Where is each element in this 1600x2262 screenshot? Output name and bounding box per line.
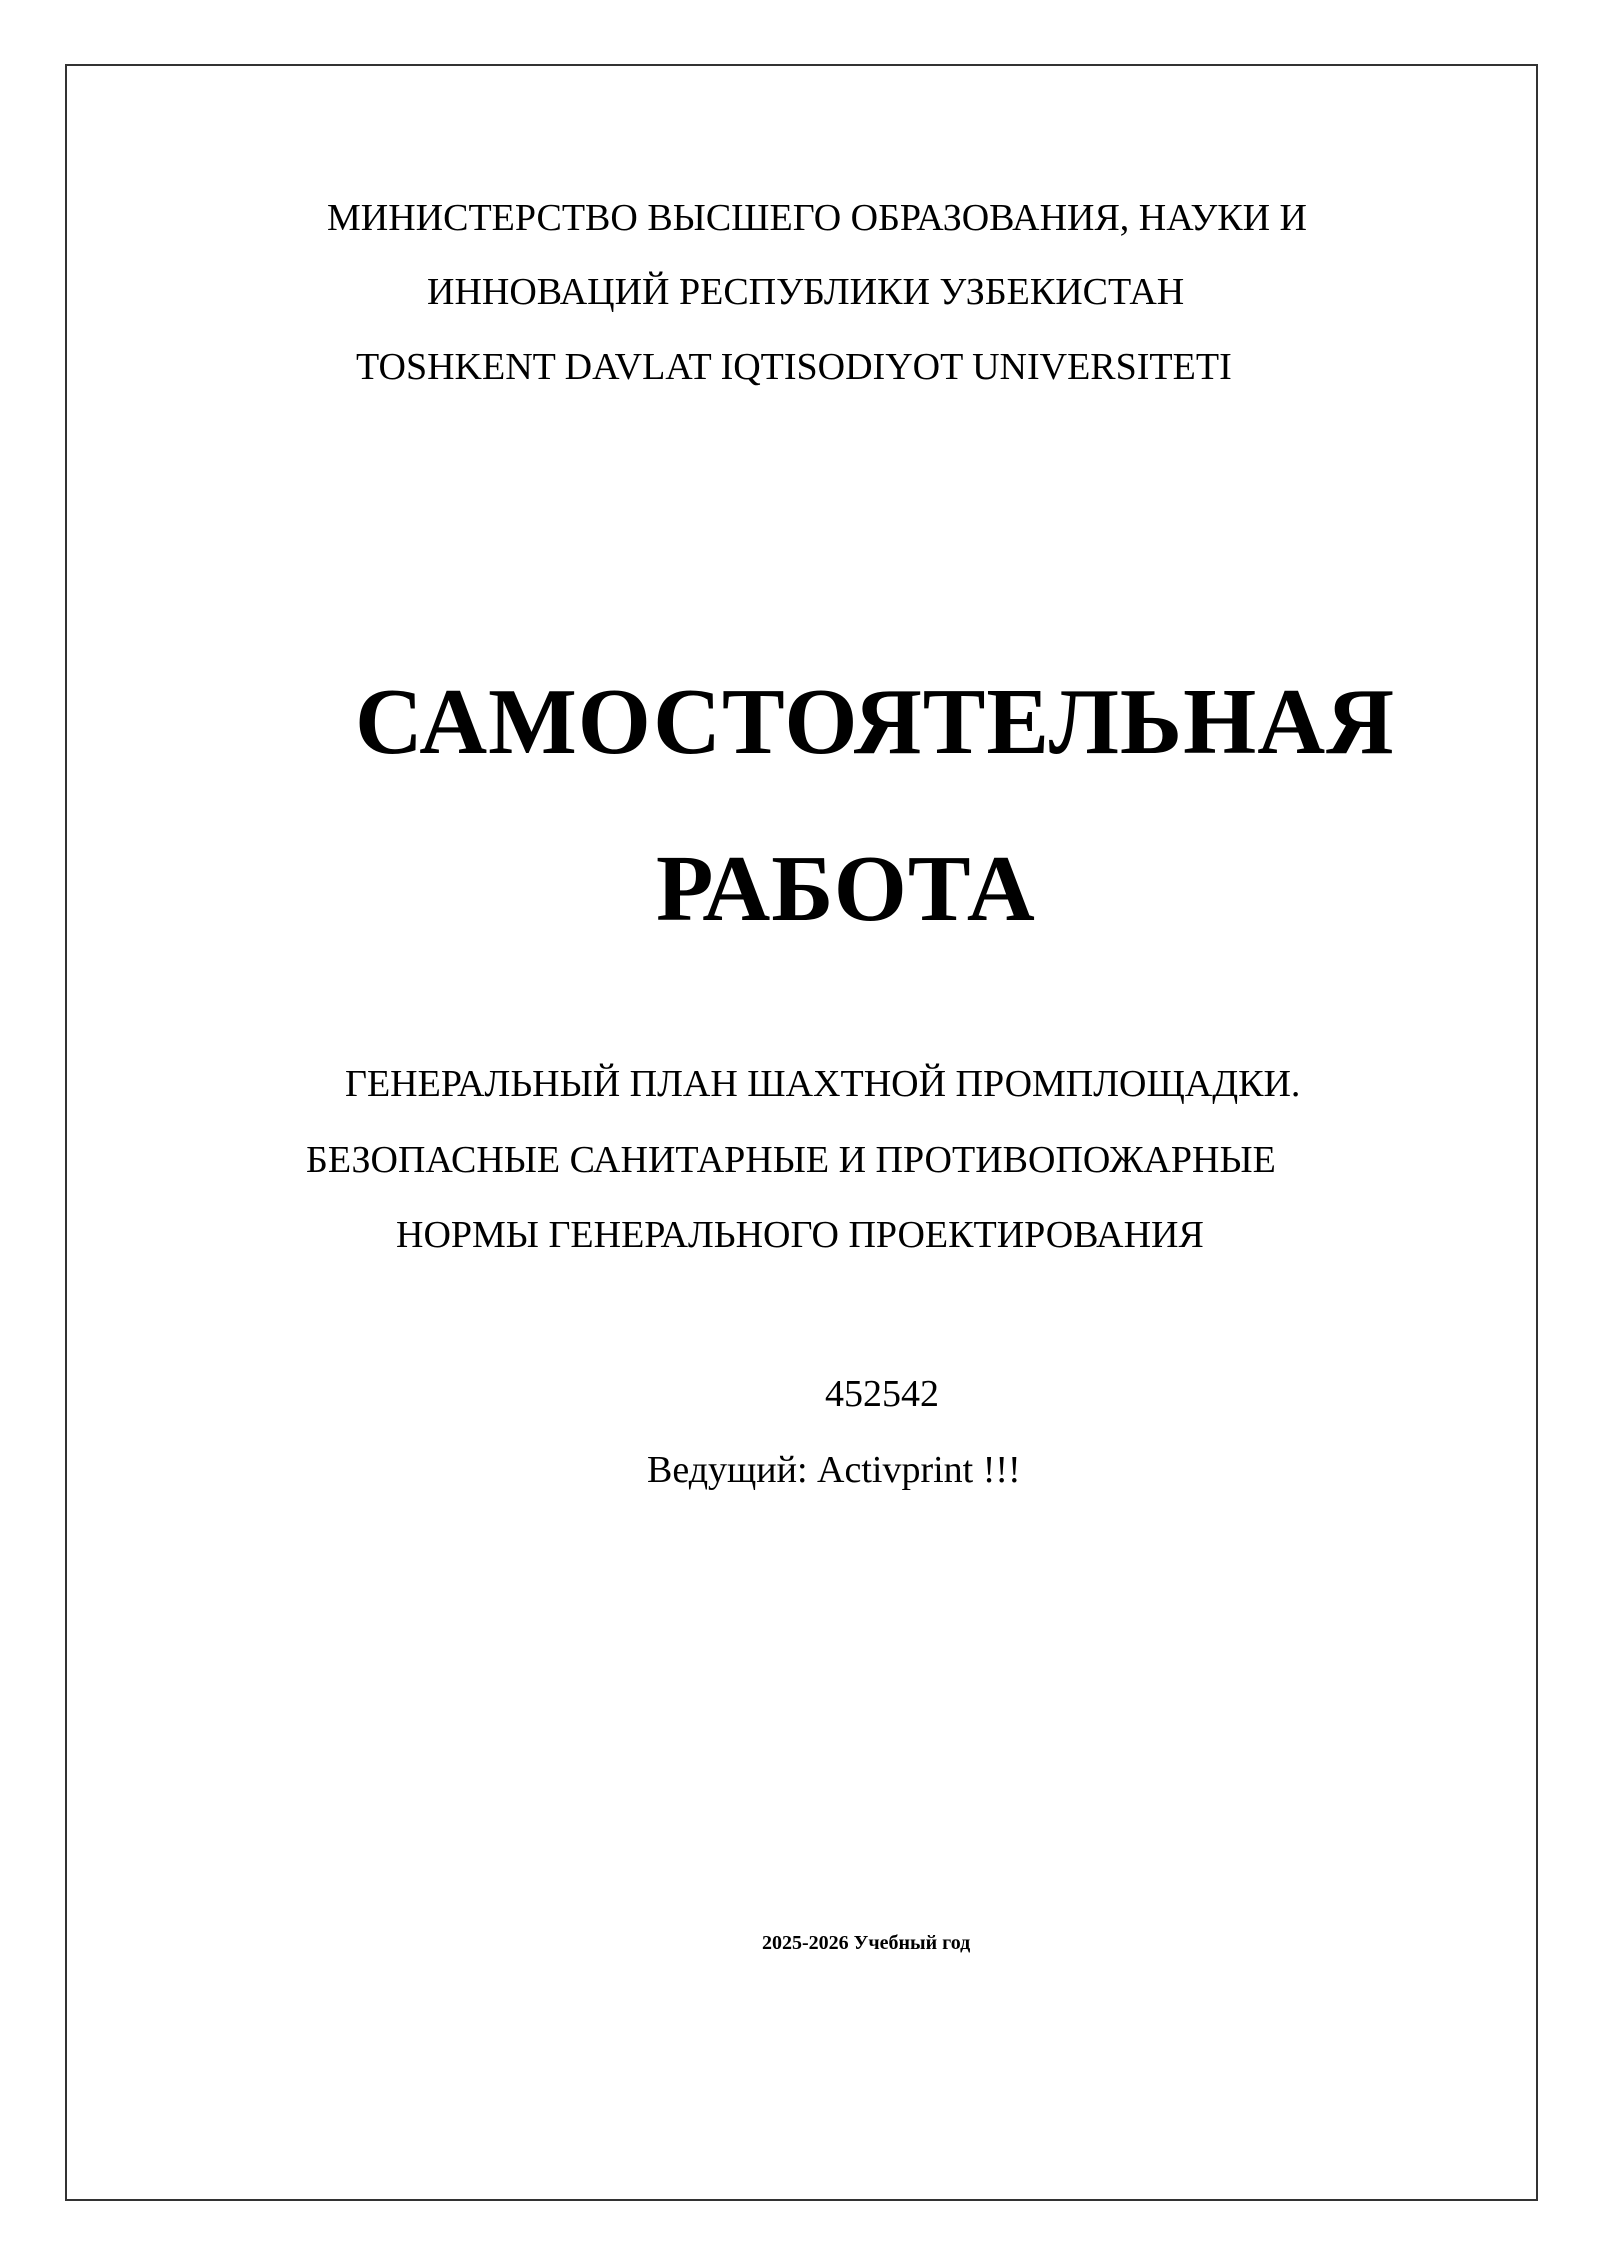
topic-line-1: ГЕНЕРАЛЬНЫЙ ПЛАН ШАХТНОЙ ПРОМПЛОЩАДКИ. [345,1063,1301,1105]
ministry-line-1: МИНИСТЕРСТВО ВЫСШЕГО ОБРАЗОВАНИЯ, НАУКИ И [327,197,1307,239]
university-name: TOSHKENT DAVLAT IQTISODIYOT UNIVERSITETI [356,346,1232,388]
document-title-line-1: САМОСТОЯТЕЛЬНАЯ [355,670,1395,774]
document-code: 452542 [825,1373,939,1415]
document-title-line-2: РАБОТА [656,837,1036,941]
topic-line-2: БЕЗОПАСНЫЕ САНИТАРНЫЕ И ПРОТИВОПОЖАРНЫЕ [306,1139,1276,1181]
leader-name: Ведущий: Activprint !!! [647,1449,1021,1491]
ministry-line-2: ИННОВАЦИЙ РЕСПУБЛИКИ УЗБЕКИСТАН [427,271,1185,313]
academic-year: 2025-2026 Учебный год [762,1932,971,1954]
topic-line-3: НОРМЫ ГЕНЕРАЛЬНОГО ПРОЕКТИРОВАНИЯ [396,1214,1204,1256]
